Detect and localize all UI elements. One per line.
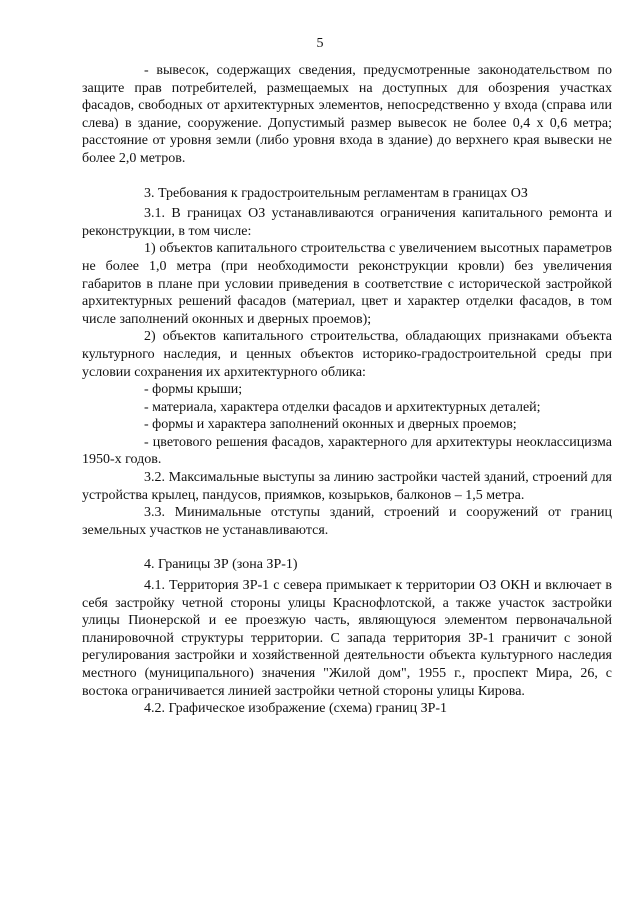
list-item-roof-form: - формы крыши; [144,382,243,398]
list-item-openings: - формы и характера заполнений оконных и дверных проемов; [144,417,517,433]
list-item-color-solution: - цветового решения фасадов, характерного для архитектуры неоклассицизма 1950-х годов. [82,434,612,468]
paragraph-3-2: 3.2. Максимальные выступы за линию застройки частей зданий, строений для устройства крылец, пандусов, приямков, козырьков, балконов – 1,5 метра. [82,470,612,503]
paragraph-signage: - вывесок, содержащих сведения, предусмотренные законодательством по защите прав потребителей, размещаемых на доступных для обозрения участках фасадов, свободных от архитектурных элементов, непосредственно у входа (справа или слева) в здание, сооружение. Допустимый размер вывесок не более 0,4 х 0,6 метра; расстояние от уровня земли (либо уровня входа в здание) до верхнего края вывески не более 2,0 метров. [82,63,612,166]
paragraph-3-1-item-1: 1) объектов капитального строительства с увеличением высотных параметров не более 1,0 метра (при необходимости реконструкции кровли) без увеличения габаритов в плане при условии приведения в соответствие с исторической застройкой архитектурных решений фасадов (материал, цвет и характер отделки фасадов, в том числе заполнений оконных и дверных проемов); [82,241,612,327]
paragraph-4-2: 4.2. Графическое изображение (схема) границ ЗР-1 [144,701,448,717]
paragraph-3-3: 3.3. Минимальные отступы зданий, строений и сооружений от границ земельных участков не устанавливаются. [82,505,612,538]
section-heading-3: 3. Требования к градостроительным регламентам в границах ОЗ [144,185,528,201]
page-number: 5 [316,36,324,51]
section-heading-4: 4. Границы ЗР (зона ЗР-1) [144,557,298,573]
paragraph-3-1-item-2: 2) объектов капитального строительства, обладающих признаками объекта культурного наследия, и ценных объектов историко-градостроительной среды при условии сохранения их архитектурного облика: [82,329,612,380]
document-body [82,62,612,718]
paragraph-4-1: 4.1. Территория ЗР-1 с севера примыкает к территории ОЗ ОКН и включает в себя застройку четной стороны улицы Краснофлотской, а также участок застройки улицы Пионерской и ее проезжую часть, являющуюся элементом первоначальной планировочной структуры территории. С запада территория ЗР-1 граничит с зоной регулирования застройки и хозяйственной деятельности объекта культурного наследия местного (муниципального) значения "Жилой дом", 1955 г., проспект Мира, 26, с востока ограничивается линией застройки четной стороны улицы Кирова. [82,578,612,699]
list-item-facade-material: - материала, характера отделки фасадов и архитектурных деталей; [144,399,541,415]
paragraph-3-1: 3.1. В границах ОЗ устанавливаются ограничения капитального ремонта и реконструкции, в том числе: [82,206,612,239]
